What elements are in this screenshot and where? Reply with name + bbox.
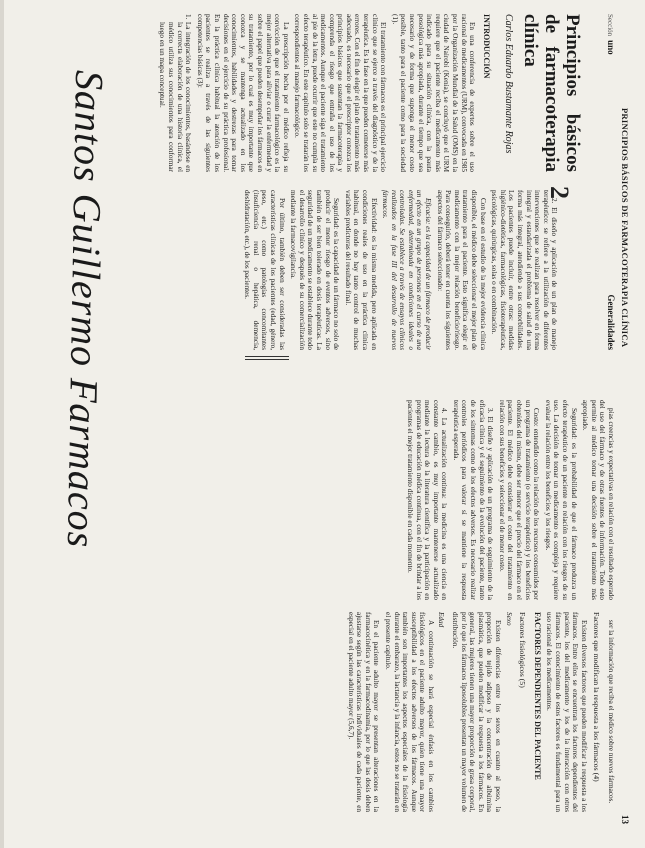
paragraph: Existen diferencias entre los sexos en cuanto al peso, la proporción de tejido adiposo y la concentración de albúmina plasmática, que pueden modificar la respuesta a los fármacos. En general, las mujeres tienen una mayor proporción de grasa corporal, por lo que los fármacos liposolubles presentan un mayor volumen de distribución. (451, 612, 503, 812)
column-1 (155, 14, 615, 172)
paragraph: ser la información que reciba el médico sobre nuevos fármacos. (607, 620, 615, 804)
section-number: uno (606, 40, 616, 55)
paragraph: pias creencias y expectativas en relación con el resultado esperado del uso del fármaco y de otras fuentes de información. Todo esto permite al médico tomar una decisión sobre el tratamiento más apropiado. (581, 400, 615, 600)
physiological-factors-heading: Factores fisiológicos (5) (518, 612, 528, 688)
column-2 (240, 190, 615, 350)
paragraph: Con base en el estudio de la mejor evidencia clínica disponible, el médico debe seleccionar el mejor plan de tratamiento para el paciente. Esto significa elegir el medicamento con la mejor relación beneficio/riesgo. Para conseguirlo, deberá tener en cuenta los siguientes aspectos del fármaco seleccionado: (435, 190, 487, 350)
page-number: 13 (620, 815, 630, 824)
paragraph: En una conferencia de expertos sobre el uso racional de medicamentos (URM), convocada en 1985 por la Organización Mundial de la Salud (OMS) en la ciudad de Nairobi (Kenia), se concluyó que el URM requiere que el paciente reciba el medicamento más indicado para su situación clínica, con la pauta posológica más apropiada, durante el tiempo que sea necesario y de forma que suponga el menor costo posible, tanto para el paciente como para la sociedad (1). (390, 14, 477, 172)
running-title: PRINCIPIOS BÁSICOS DE FARMACOTERAPIA CLÍNICA (620, 108, 630, 348)
age-subheading: Edad (437, 612, 446, 628)
paragraph: 2. El diseño y aplicación de un plan de manejo terapéutico: se refiere a la utilización de diferentes intervenciones que se realizan para resolver en forma integral y estandarizada el problema de salud de una forma más integral, atendiendo a sus comorbilidades. Los pacientes puede incluir, entre otras: medidas higiénico-dietéticas, farmacológicas, fisioterapéuticas, psicológicas, quirúrgicas, solas o en combinación. (490, 190, 559, 350)
competency-list (158, 14, 192, 172)
column-4 (343, 612, 615, 812)
handwritten-note: Santos Guillermo Farmacos (58, 69, 113, 549)
paragraph: Efectividad: es la misma medida, pero aplicada en condiciones reales de uso en la práctica clínica habitual, en donde no hay tanto control de muchas variables predictoras del resultado final. (343, 190, 378, 350)
section-heading-intro: INTRODUCCIÓN (481, 14, 491, 79)
paragraph: Existen diversos factores que pueden modificar la respuesta a los fármacos. Entre ellos se encuentran los factores dependientes del paciente, los del medicamento y los de la interacción con otros fármacos. El conocimiento de estos factores es fundamental para un uso racional de los medicamentos. (545, 612, 588, 812)
margin-mark (245, 356, 289, 357)
section-label: Sección (606, 14, 614, 37)
section-header (605, 14, 615, 172)
patient-factors-heading: FACTORES DEPENDIENTES DEL PACIENTE (532, 612, 542, 780)
paragraph: 4. La actualización continua: la medicina es una ciencia en constante cambio, es muy importante mantenerse actualizado mediante la lectura de la literatura científica y la participación en programas de educación médica continua, con el fin de brindar a los pacientes el mejor tratamiento disponible en cada momento. (405, 400, 449, 600)
chapter-number: 2 (545, 186, 574, 199)
paragraph: Costo: entendido como la relación de los recursos consumidos por un programa de tratamiento (o servicio terapéutico) y los beneficios obtenidos del mismo, debe ser menor que el precio del fármaco en el paciente. El médico debe considerar el costo del tratamiento en relación con sus beneficios y seleccionar el de menor costo. (497, 400, 541, 600)
margin-mark (245, 359, 289, 360)
section-name-row (606, 190, 615, 350)
sex-subheading: Sexo (504, 612, 513, 626)
paragraph: Seguridad: es la capacidad de un fármaco no solo de producir el menor riesgo de eventos adversos, sino también de ser bien tolerado en dosis terapéuticas. La seguridad de un medicamento se establece durante todo el desarrollo clínico y después de su comercialización mediante la farmacovigilancia. (289, 190, 341, 350)
section-name: Generalidades (606, 294, 616, 350)
paragraph: A continuación se hará especial énfasis en los cambios fisiológicos en el paciente adulto mayor, quien tiene una mayor susceptibilidad a los efectos adversos de los fármacos. Aunque también son importantes los aspectos especiales de la fisiología durante el embarazo, la lactancia y la infancia, estos no se tratarán en el presente capítulo. (383, 612, 435, 812)
paragraph: Eficacia: es la capacidad de un fármaco de producir un efecto en un grupo de personas en el curso de una enfermedad, determinada en condiciones ideales o controladas. Se establece a través de ensayos clínicos realizados en la fase III del desarrollo de nuevos fármacos. (381, 190, 433, 350)
chapter-author: Carlos Eduardo Bustamante Rojas (503, 14, 515, 154)
chapter-title: Principios básicos de farmacoterapia clínica (520, 14, 584, 172)
column-3 (402, 400, 615, 600)
paragraph: En el paciente adulto mayor se presentan alteraciones en la farmacocinética y en la farmacodinamia, por lo que las dosis deben ajustarse según las características individuales de cada paciente, en especial en el paciente adulto mayor (5,6,7). (346, 612, 381, 812)
list-item: 1. La integración de los conocimientos, basándose en la correcta elaboración de una historia clínica, el médico utiliza sus conocimientos para conformar luego en un mapa conceptual. (158, 14, 193, 172)
factors-heading: Factores que modifican la respuesta a los fármacos (4) (592, 612, 602, 782)
scanned-page (4, 0, 645, 848)
paragraph: Por último, también deben ser consideradas las características clínicas de los pacientes (edad, género, peso, etc.) como patologías concomitantes (insuficiencia renal o hepática, demencia, deshidratación, etc.), de los pacientes. (243, 190, 286, 350)
paragraph: Seguridad: es la probabilidad de que el fármaco produzca un efecto terapéutico de un paciente en relación con los riesgos de su uso. La decisión de tomar un medicamento es compleja y requiere evaluar la relación entre los beneficios y los riesgos. (543, 400, 578, 600)
paragraph: La prescripción hecha por el médico refleja su convicción de que el tratamiento farmacológico es la mejor alternativa para aliviar o curar la enfermedad y sobre el papel que pueden desempeñar los fármacos en su tratamiento, por lo cual es muy importante que conozca y se mantenga actualizado en los conocimientos, habilidades y destrezas para tomar decisiones en el ejercicio de su práctica profesional. En la práctica clínica habitual la atención de los pacientes se realiza a través de las siguientes competencias básicas (3): (195, 14, 290, 172)
paragraph: El tratamiento con fármacos es el principal ejercicio clínico que se ejerce a través del diagnóstico y de la terapéutica. Es la fase en la que pueden cometerse más errores. Con el fin de elegir el plan de tratamiento más adecuado, es necesario que el prescriptor conozca los principios básicos que sustentan la farmacoterapia y comprenda el riesgo que entraña el uso de los medicamentos. Aunque el paciente siga el tratamiento al pie de la letra, puede ocurrir que este no cumpla su efecto terapéutico. En este capítulo solo se tratarán los correspondientes al manejo farmacológico. (293, 14, 388, 172)
paragraph: 3. El diseño y aplicación de un programa de seguimiento de la eficacia clínica y el seguimiento de la evolución del paciente, tanto de los síntomas como de los efectos adversos. Es necesario realizar controles periódicos para valorar si se mantiene la respuesta terapéutica esperada. (451, 400, 495, 600)
